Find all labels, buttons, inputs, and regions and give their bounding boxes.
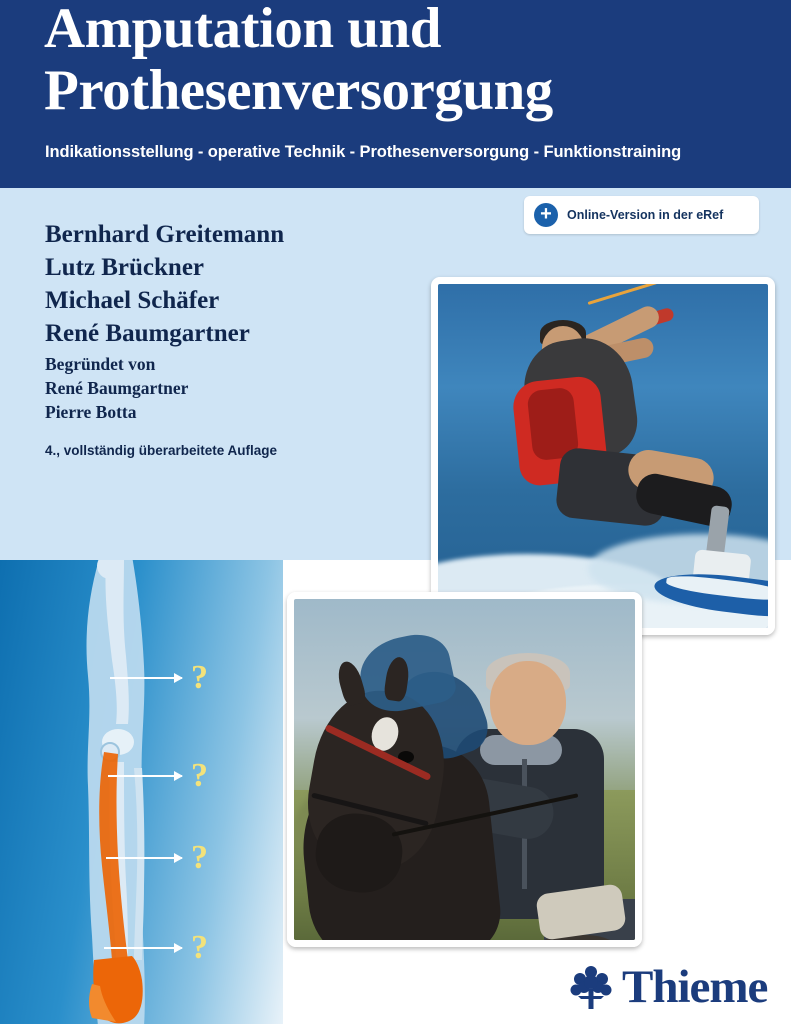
author-list: [45, 218, 415, 350]
arrow-icon: [106, 857, 182, 859]
leg-amputation-levels-diagram: [0, 560, 283, 1024]
author-name: Michael Schäfer: [45, 287, 220, 314]
plus-circle-icon: +: [534, 203, 558, 227]
title-line-2: Prothesenversorgung: [44, 58, 553, 122]
founder-name: René Baumgartner: [45, 378, 189, 399]
amputation-level-marker: [108, 757, 208, 794]
question-mark-label: ?: [191, 659, 208, 696]
question-mark-label: ?: [191, 929, 208, 966]
horse-rider-photo: [287, 592, 642, 947]
arrow-icon: [108, 775, 182, 777]
waterski-athlete-photo: [431, 277, 775, 635]
edition-statement: 4., vollständig überarbeitete Auflage: [45, 443, 278, 458]
amputation-level-marker: [110, 659, 208, 696]
title-line-1: Amputation und: [44, 0, 441, 60]
publisher-logo: [568, 963, 767, 1011]
author-name: Bernhard Greitemann: [45, 221, 285, 248]
arrow-icon: [104, 947, 182, 949]
publisher-name: Thieme: [622, 961, 768, 1013]
page-title: [44, 0, 764, 121]
founded-label: Begründet von: [45, 354, 156, 374]
author-name: René Baumgartner: [45, 320, 250, 347]
arrow-icon: [110, 677, 182, 679]
book-subtitle: Indikationsstellung - operative Technik - Prothesenversorgung - Funktionstraining: [45, 143, 682, 161]
author-name: Lutz Brückner: [45, 254, 205, 281]
founders-block: [45, 352, 415, 424]
amputation-level-marker: [106, 839, 208, 876]
eref-badge[interactable]: [524, 196, 759, 234]
amputation-level-marker: [104, 929, 208, 966]
founder-name: Pierre Botta: [45, 402, 137, 423]
question-mark-label: ?: [191, 757, 208, 794]
thieme-tree-icon: [568, 963, 614, 1011]
question-mark-label: ?: [191, 839, 208, 876]
eref-label: Online-Version in der eRef: [567, 208, 724, 222]
